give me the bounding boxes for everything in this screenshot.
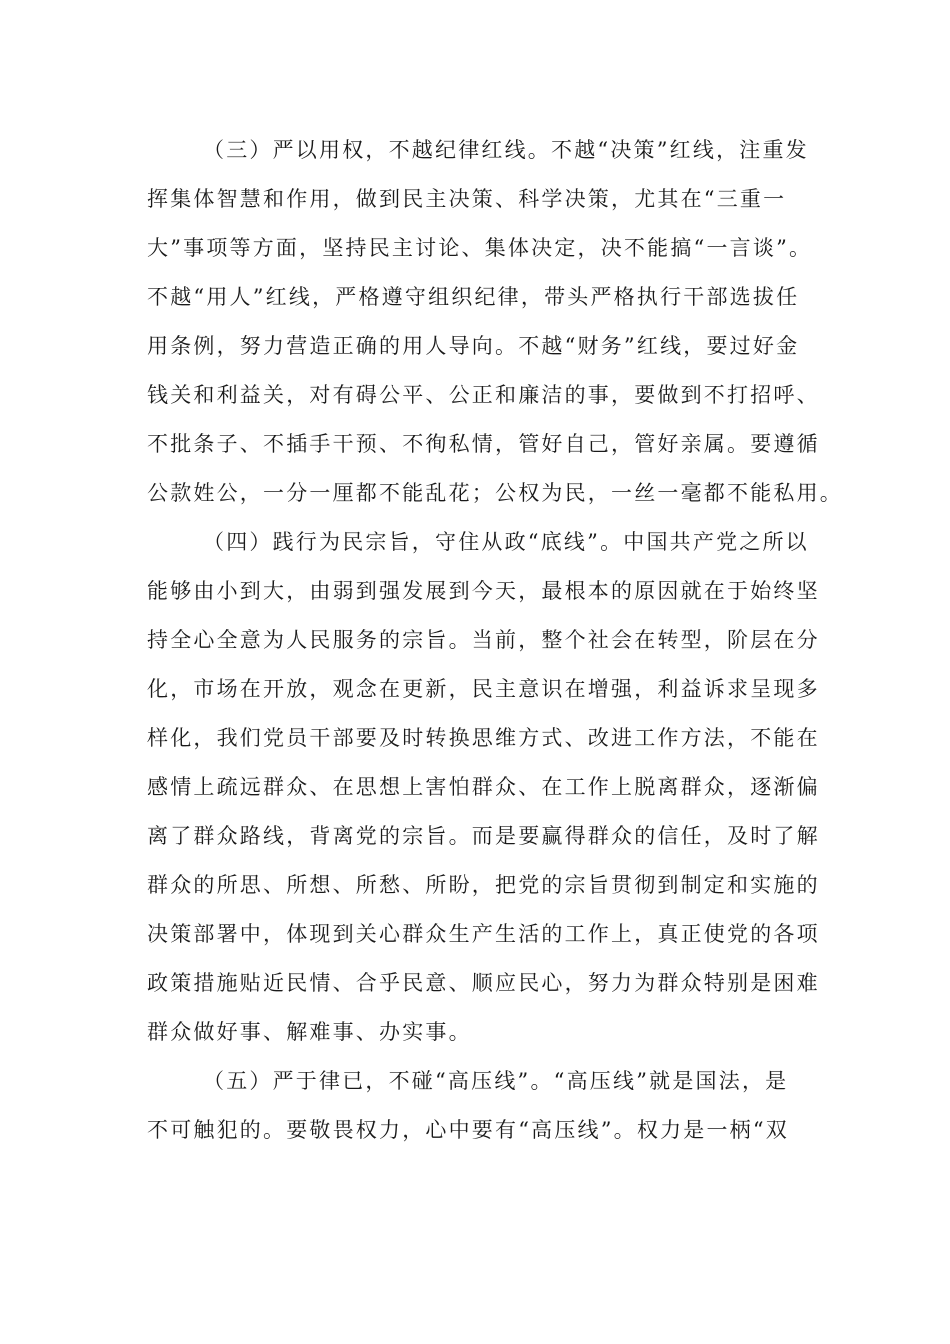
paragraph-3-line-2: 挥集体智慧和作用，做到民主决策、科学决策，尤其在“三重一 (147, 187, 787, 211)
paragraph-4-line-9: 决策部署中，体现到关心群众生产生活的工作上，真正使党的各项 (147, 922, 820, 946)
paragraph-4-line-7: 离了群众路线，背离党的宗旨。而是要赢得群众的信任，及时了解 (147, 824, 820, 848)
paragraph-3-line-1: （三）严以用权，不越纪律红线。不越“决策”红线，注重发 (203, 138, 809, 162)
paragraph-4-line-4: 化，市场在开放，观念在更新，民主意识在增强，利益诉求呈现多 (147, 677, 820, 701)
paragraph-4-line-2: 能够由小到大，由弱到强发展到今天，最根本的原因就在于始终坚 (147, 579, 820, 603)
paragraph-4-line-3: 持全心全意为人民服务的宗旨。当前，整个社会在转型，阶层在分 (147, 628, 820, 652)
paragraph-4-line-8: 群众的所思、所想、所愁、所盼，把党的宗旨贯彻到制定和实施的 (147, 873, 820, 897)
paragraph-3-line-5: 用条例，努力营造正确的用人导向。不越“财务”红线，要过好金 (147, 334, 800, 358)
paragraph-3-line-4: 不越“用人”红线，严格遵守组织纪律，带头严格执行干部选拔任 (147, 285, 800, 309)
paragraph-3-line-6: 钱关和利益关，对有碍公平、公正和廉洁的事，要做到不打招呼、 (147, 383, 820, 407)
paragraph-5-line-2: 不可触犯的。要敬畏权力，心中要有“高压线”。权力是一柄“双 (147, 1118, 790, 1142)
paragraph-3-line-3: 大”事项等方面，坚持民主讨论、集体决定，决不能搞“一言谈”。 (147, 236, 813, 260)
paragraph-4-line-1: （四）践行为民宗旨，守住从政“底线”。中国共产党之所以 (203, 530, 809, 554)
paragraph-4-line-11: 群众做好事、解难事、办实事。 (147, 1020, 472, 1044)
paragraph-4-line-10: 政策措施贴近民情、合乎民意、顺应民心，努力为群众特别是困难 (147, 971, 820, 995)
paragraph-3-line-7: 不批条子、不插手干预、不徇私情，管好自己，管好亲属。要遵循 (147, 432, 820, 456)
paragraph-5-line-1: （五）严于律已，不碰“高压线”。“高压线”就是国法，是 (203, 1069, 789, 1093)
paragraph-4-line-5: 样化，我们党员干部要及时转换思维方式、改进工作方法，不能在 (147, 726, 820, 750)
paragraph-3-line-8: 公款姓公，一分一厘都不能乱花；公权为民，一丝一毫都不能私用。 (147, 481, 843, 505)
paragraph-4-line-6: 感情上疏远群众、在思想上害怕群众、在工作上脱离群众，逐渐偏 (147, 775, 820, 799)
